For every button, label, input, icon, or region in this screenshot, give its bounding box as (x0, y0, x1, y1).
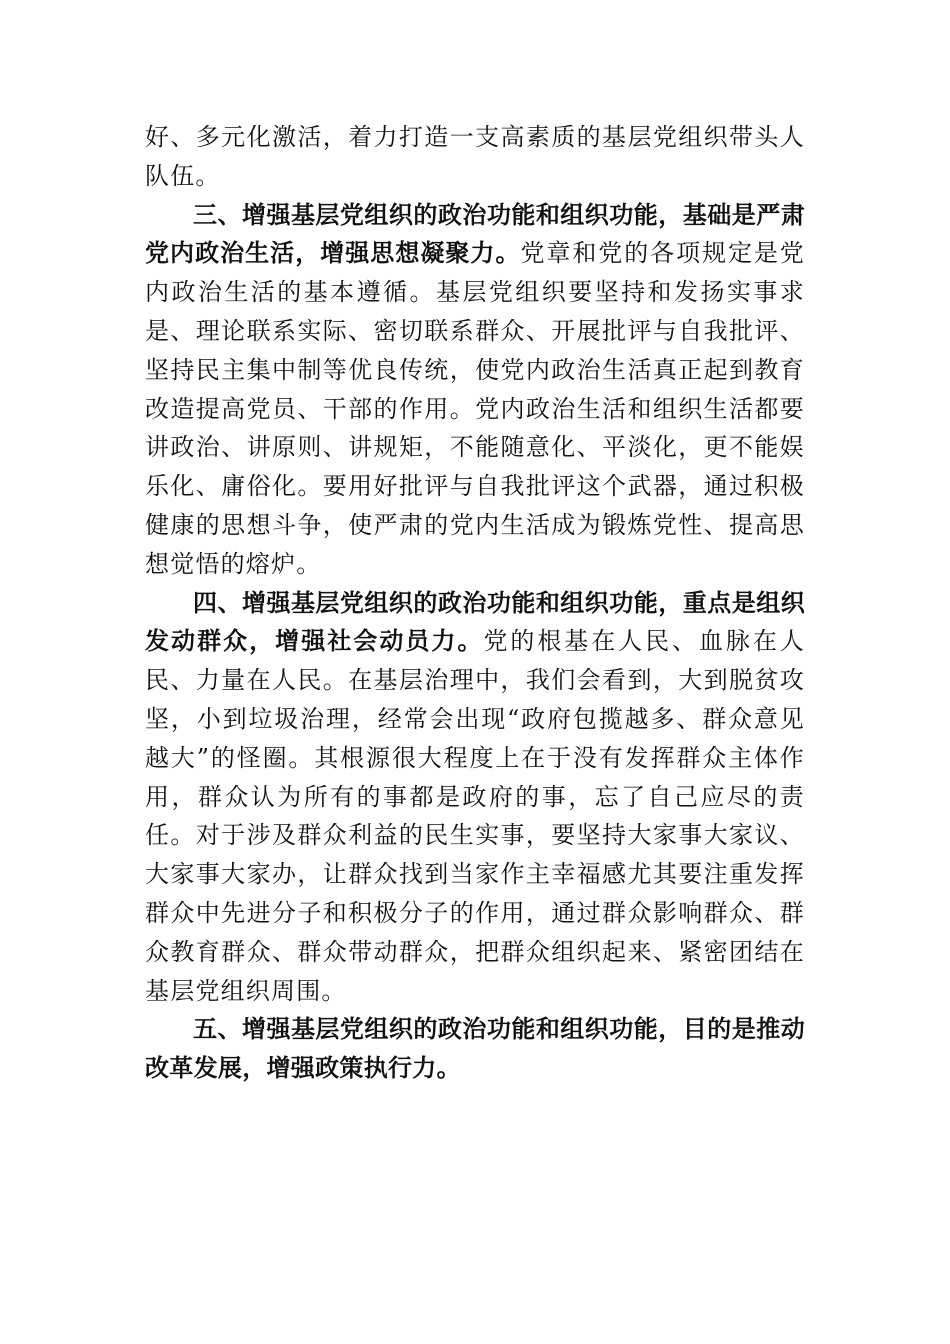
document-body (145, 118, 805, 1088)
paragraph-continuation (145, 118, 805, 196)
paragraph-section-three (145, 196, 805, 584)
paragraph-section-four (145, 584, 805, 1011)
paragraph-text: 好、多元化激活，着力打造一支高素质的基层党组织带头人队伍。 (145, 123, 805, 190)
paragraph-section-five (145, 1010, 805, 1088)
paragraph-heading: 三、增强基层党组织的政治功能和组织功能，基础是严肃党内政治生活，增强思想凝聚力。 (145, 200, 805, 268)
paragraph-text: 党章和党的各项规定是党内政治生活的基本遵循。基层党组织要坚持和发扬实事求是、理论联系实际、密切联系群众、开展批评与自我批评、坚持民主集中制等优良传统，使党内政治生活真正起到教育改造提高党员、干部的作用。党内政治生活和组织生活都要讲政治、讲原则、讲规矩，不能随意化、平淡化，更不能娱乐化、庸俗化。要用好批评与自我批评这个武器，通过积极健康的思想斗争，使严肃的党内生活成为锻炼党性、提高思想觉悟的熔炉。 (145, 239, 806, 578)
paragraph-heading: 四、增强基层党组织的政治功能和组织功能，重点是组织发动群众，增强社会动员力。 (145, 588, 805, 656)
paragraph-heading: 五、增强基层党组织的政治功能和组织功能，目的是推动改革发展，增强政策执行力。 (145, 1015, 805, 1083)
paragraph-text: 党的根基在人民、血脉在人民、力量在人民。在基层治理中，我们会看到，大到脱贫攻坚，小到垃圾治理，经常会出现“政府包揽越多、群众意见越大”的怪圈。其根源很大程度上在于没有发挥群众主体作用，群众认为所有的事都是政府的事，忘了自己应尽的责任。对于涉及群众利益的民生实事，要坚持大家事大家议、大家事大家办，让群众找到当家作主幸福感尤其要注重发挥群众中先进分子和积极分子的作用，通过群众影响群众、群众教育群众、群众带动群众，把群众组织起来、紧密团结在基层党组织周围。 (145, 627, 805, 1005)
